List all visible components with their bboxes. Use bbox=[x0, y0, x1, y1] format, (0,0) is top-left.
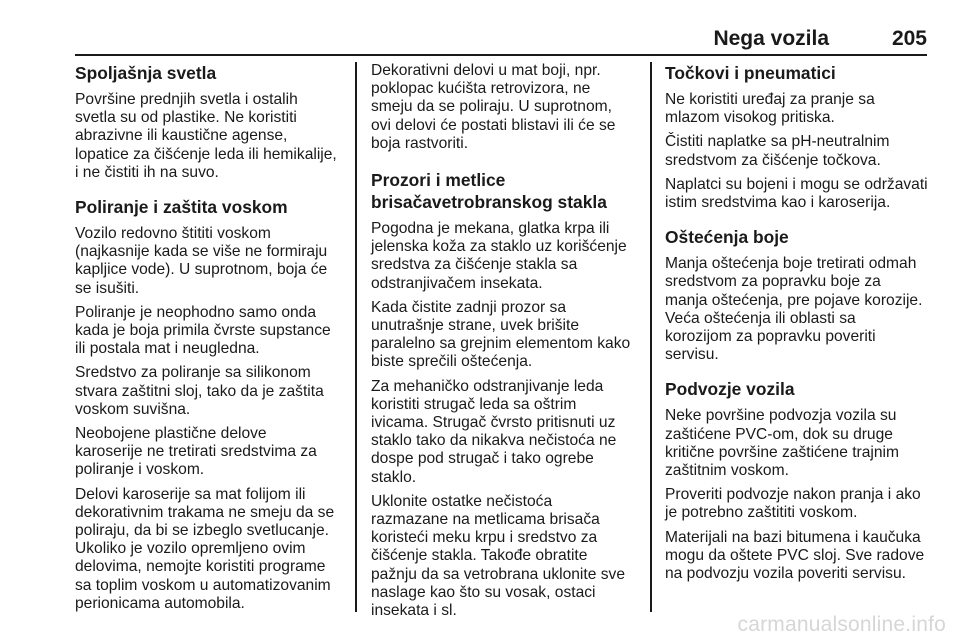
page-header bbox=[75, 22, 927, 56]
watermark: carmanualsonline.info bbox=[737, 613, 946, 636]
text-line: Kada čistite zadnji prozor sa bbox=[371, 298, 567, 316]
paragraph bbox=[665, 407, 935, 480]
text-line: jelenska koža za staklo uz korišćenje bbox=[371, 238, 627, 256]
text-line: sredstvom za čišćenje točkova. bbox=[665, 151, 881, 169]
paragraph bbox=[371, 62, 641, 153]
text-line: Poliranje je neophodno samo onda bbox=[75, 303, 317, 321]
text-line: servisu. bbox=[665, 346, 719, 364]
column-2 bbox=[371, 62, 641, 626]
text-line: ili postala mat i neugledna. bbox=[75, 340, 260, 358]
text-line: staklo tako da nikakva nečistoća ne bbox=[371, 432, 617, 450]
text-line: Za mehaničko odstranjivanje leda bbox=[371, 377, 604, 395]
paragraph bbox=[665, 486, 935, 522]
text-line: Neobojene plastične delove bbox=[75, 425, 267, 443]
text-line: unutrašnje strane, uvek brišite bbox=[371, 317, 580, 335]
text-line: Prozori i metlice brisača bbox=[371, 170, 506, 213]
text-line: Delovi karoserije sa mat folijom ili bbox=[75, 485, 306, 503]
text-line: Uklonite ostatke nečistoća bbox=[371, 492, 553, 510]
text-line: perionicama automobila. bbox=[75, 594, 245, 612]
text-line: lopatice za čišćenje leda ili hemikalije, bbox=[75, 145, 337, 163]
paragraph bbox=[665, 529, 935, 584]
paragraph bbox=[371, 493, 641, 620]
heading-windows-wipers bbox=[371, 169, 641, 213]
paragraph bbox=[75, 486, 345, 613]
text-line: insekata i sl. bbox=[371, 602, 457, 620]
text-line: Ukoliko je vozilo opremljeno ovim bbox=[75, 540, 306, 558]
text-line: sredstvom za popravku boje za bbox=[665, 273, 881, 291]
paragraph bbox=[665, 133, 935, 169]
section-title: Nega vozila bbox=[713, 27, 829, 50]
text-line: sa toplim voskom u automatizovanim bbox=[75, 576, 331, 594]
text-line: dekorativnim trakama ne smeju da se bbox=[75, 503, 335, 521]
text-line: paralelno sa grejnim elementom kako bbox=[371, 335, 631, 353]
text-line: naslage kao što su vosak, ostaci bbox=[371, 583, 596, 601]
text-line: odstranjivačem insekata. bbox=[371, 274, 543, 292]
column-3 bbox=[665, 62, 935, 589]
text-line: na podvozju vozila poveriti servisu. bbox=[665, 565, 906, 583]
text-line: Veća oštećenja ili oblasti sa bbox=[665, 309, 856, 327]
text-line: zaštićene PVC-om, dok su druge bbox=[665, 425, 893, 443]
text-line: biste sprečili oštećenja. bbox=[371, 353, 533, 371]
text-line: poliranje i voskom. bbox=[75, 461, 205, 479]
paragraph bbox=[75, 364, 345, 419]
heading-wheels-tyres: Točkovi i pneumatici bbox=[665, 63, 836, 83]
heading-paint-damage: Oštećenja boje bbox=[665, 227, 789, 248]
text-line: ivicama. Strugač čvrsto pritisnuti uz bbox=[371, 414, 616, 432]
text-line: sredstva za čišćenje stakla sa bbox=[371, 256, 578, 274]
text-line: (najkasnije kada se više ne formiraju bbox=[75, 243, 328, 261]
text-line: voskom suvišna. bbox=[75, 400, 191, 418]
paragraph bbox=[665, 255, 935, 364]
paragraph bbox=[75, 304, 345, 359]
text-line: kada je boja primila čvrste supstance bbox=[75, 322, 331, 340]
text-line: stvara zaštitni sloj, tako da je zaštita bbox=[75, 382, 324, 400]
text-line: ovi delovi će postati blistavi ili će se bbox=[371, 116, 616, 134]
text-line: vetrobranskog stakla bbox=[431, 192, 607, 213]
text-line: Materijali na bazi bitumena i kaučuka bbox=[665, 528, 921, 546]
text-line: mlazom visokog pritiska. bbox=[665, 109, 835, 127]
text-line: boja rastvoriti. bbox=[371, 134, 469, 152]
text-line: mogu da oštete PVC sloj. Sve radove bbox=[665, 546, 925, 564]
text-line: se isušiti. bbox=[75, 279, 140, 297]
paragraph bbox=[75, 225, 345, 298]
text-line: kapljice vode). U suprotnom, boja će bbox=[75, 261, 328, 279]
text-line: Ne koristiti uređaj za pranje sa bbox=[665, 91, 875, 108]
text-line: Čistiti naplatke sa pH-neutralnim bbox=[665, 133, 890, 151]
text-line: svetla su od plastike. Ne koristiti bbox=[75, 109, 297, 127]
text-line: čišćenje stakla. Takođe obratite bbox=[371, 547, 588, 565]
text-line: Dekorativni delovi u mat boji, npr. bbox=[371, 62, 601, 79]
text-line: i ne čistiti ih na suvo. bbox=[75, 163, 219, 181]
paragraph bbox=[371, 378, 641, 487]
text-line: karoserije ne tretirati sredstvima za bbox=[75, 443, 317, 461]
paragraph bbox=[75, 91, 345, 182]
text-line: poklopac kućišta retrovizora, ne bbox=[371, 80, 591, 98]
heading-polishing-waxing: Poliranje i zaštita voskom bbox=[75, 197, 288, 218]
text-line: koristeći meku krpu i sredstvo za bbox=[371, 529, 598, 547]
text-line: Sredstvo za poliranje sa silikonom bbox=[75, 364, 311, 382]
text-line: Pogodna je mekana, glatka krpa ili bbox=[371, 220, 610, 238]
text-line: kritične površine zaštićene trajnim bbox=[665, 443, 899, 461]
text-line: smeju da se poliraju. U suprotnom, bbox=[371, 98, 612, 116]
text-line: Površine prednjih svetla i ostalih bbox=[75, 91, 298, 108]
text-line: manja oštećenja, pre pojave korozije. bbox=[665, 291, 923, 309]
text-line: delovima, nemojte koristiti programe bbox=[75, 558, 326, 576]
text-line: zaštitnim voskom. bbox=[665, 462, 789, 480]
header-rule bbox=[75, 54, 927, 56]
text-line: korozijom za popravku poveriti bbox=[665, 328, 876, 346]
text-line: abrazivne ili kaustične agense, bbox=[75, 127, 288, 145]
text-line: Neke površine podvozja vozila su bbox=[665, 407, 897, 425]
column-divider-1 bbox=[355, 62, 357, 612]
text-line: poliraju, da bi se izbeglo svetlucanje. bbox=[75, 522, 329, 540]
text-line: Manja oštećenja boje tretirati odmah bbox=[665, 255, 917, 273]
text-line: Proveriti podvozje nakon pranja i ako bbox=[665, 486, 921, 504]
text-line: koristiti strugač leda sa oštrim bbox=[371, 395, 577, 413]
text-line: pažnju da sa vetrobrana uklonite sve bbox=[371, 565, 625, 583]
text-line: je potrebno zaštititi voskom. bbox=[665, 504, 858, 522]
text-line: razmazane na metlicama brisača bbox=[371, 511, 600, 529]
paragraph bbox=[665, 176, 935, 212]
text-line: dospe pod strugač i tako ogrebe bbox=[371, 450, 594, 468]
paragraph bbox=[665, 91, 935, 127]
text-line: Naplatci su bojeni i mogu se održavati bbox=[665, 175, 928, 193]
heading-exterior-lights: Spoljašnja svetla bbox=[75, 63, 217, 83]
text-line: staklo. bbox=[371, 468, 417, 486]
column-1 bbox=[75, 62, 345, 619]
column-divider-2 bbox=[650, 62, 652, 612]
heading-underbody: Podvozje vozila bbox=[665, 379, 795, 400]
text-line: Vozilo redovno štititi voskom bbox=[75, 225, 271, 243]
text-line: istim sredstvima kao i karoserija. bbox=[665, 194, 891, 212]
paragraph bbox=[75, 425, 345, 480]
paragraph bbox=[371, 299, 641, 372]
paragraph bbox=[371, 220, 641, 293]
page-number: 205 bbox=[891, 27, 927, 50]
